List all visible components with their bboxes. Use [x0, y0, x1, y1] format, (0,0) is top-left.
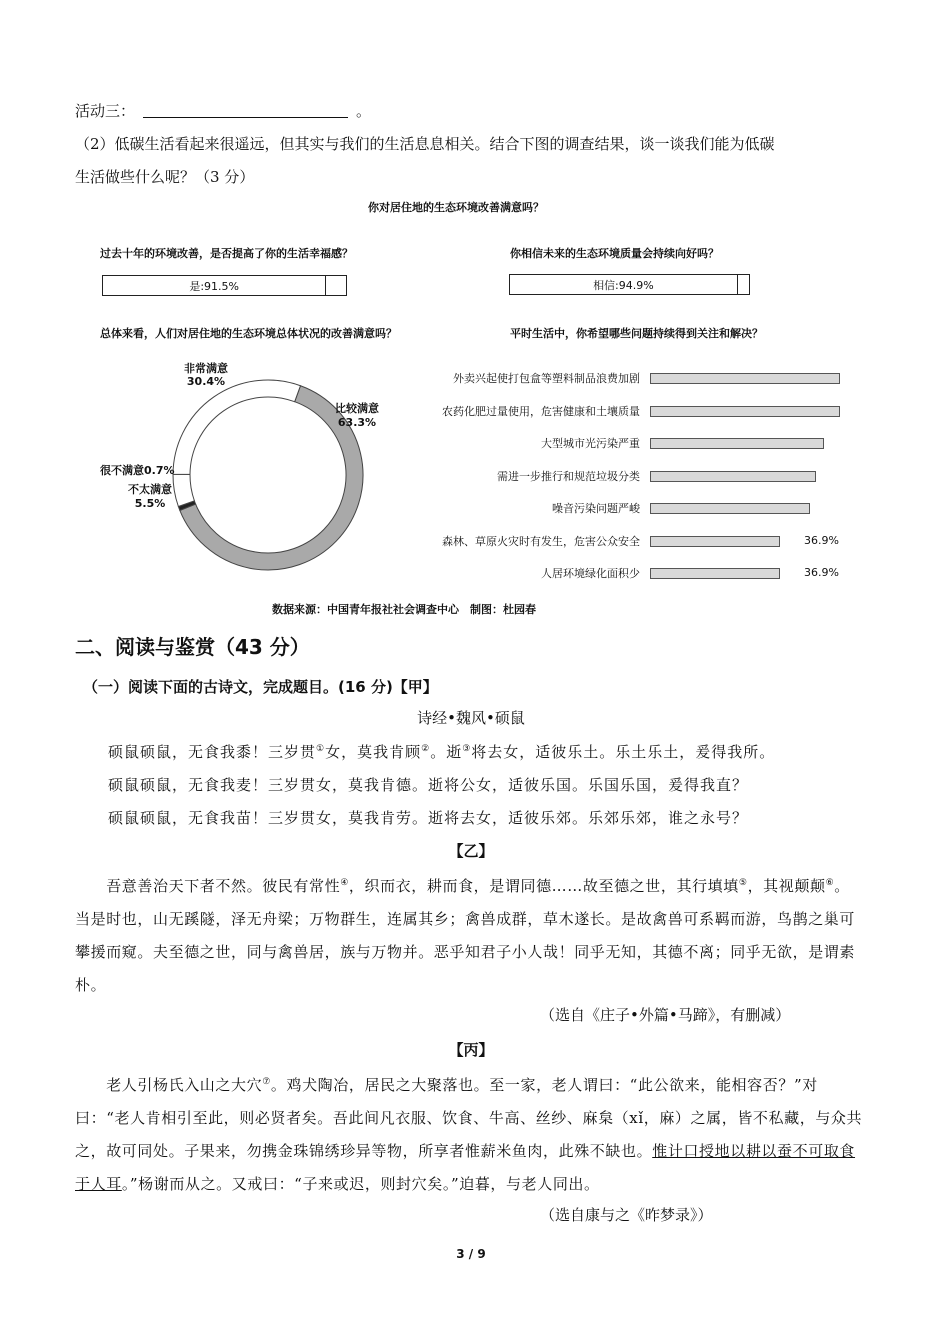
activity3-line [75, 100, 865, 122]
issue-label: 大型城市光污染严重 [541, 437, 640, 450]
q2-question: 你相信未来的生态环境质量会持续向好吗？ [510, 247, 719, 260]
slice-label-very-dissatisfied: 很不满意0.7% [100, 464, 175, 477]
donut-slice-1 [173, 380, 300, 474]
q2-bar-fill: 相信:94.9% [510, 275, 738, 294]
figure-source: 数据来源：中国青年报社社会调查中心 制图：杜园春 [272, 603, 536, 616]
jia-line1: 硕鼠硕鼠，无食我黍！三岁贯①女，莫我肯顾②。逝③将去女，适彼乐土。乐土乐土，爰得我所。 [108, 743, 776, 761]
slice-label-fairly-satisfied: 比较满意 63.3% [335, 402, 379, 429]
q2-bar [509, 274, 750, 295]
issue-label: 农药化肥过量使用，危害健康和土壤质量 [442, 404, 640, 418]
jia-title: 诗经•魏风•硕鼠 [417, 709, 525, 727]
question2-line1: （2）低碳生活看起来很遥远，但其实与我们的生活息息相关。结合下图的调查结果，谈一谈我们能为低碳 [75, 135, 775, 153]
issue-label: 森林、草原火灾时有发生，危害公众安全 [442, 534, 640, 548]
yi-source: （选自《庄子•外篇•马蹄》，有删减） [540, 1006, 791, 1024]
slice-label-very-satisfied: 非常满意 30.4% [184, 362, 228, 388]
q1-question: 过去十年的环境改善，是否提高了你的生活幸福感？ [100, 247, 353, 260]
section2-title: 二、阅读与鉴赏（43 分） [75, 635, 310, 659]
donut-slice-2 [173, 474, 194, 506]
bing-source: （选自康与之《昨梦录》） [540, 1206, 713, 1224]
section2-sub1: （一）阅读下面的古诗文，完成题目。(16 分)【甲】 [83, 678, 438, 696]
issue-label: 外卖兴起使打包盒等塑料制品浪费加剧 [453, 372, 640, 385]
bing-passage: 老人引杨氏入山之大穴⑦。鸡犬陶冶，居民之大聚落也。至一家，老人谓曰：“此公欲来，能相容否？”对曰：“老人肯相引至此，则必贤者矣。吾此间凡衣服、饮食、牛高、丝纱、麻枲（xǐ，麻）之属，皆不私藏，与众共之，故可同处。子果来，勿携金珠锦绣珍异等物，所享者惟薪米鱼肉，此殊不缺也。惟计口授地以耕以蚕不可取食于人耳。”杨谢而从之。又戒曰：“子来或迟，则封穴矣。”迫暮，与老人同出。 [75, 1076, 863, 1193]
issue-bar [650, 373, 840, 384]
question2-line2: 生活做些什么呢？（3 分） [75, 168, 255, 186]
bing-underlined-sentence: 惟计口授地以耕以蚕不可取食于人耳 [75, 1142, 856, 1193]
activity3-end: 。 [356, 102, 372, 120]
page-number: 3 / 9 [456, 1247, 486, 1261]
q1-bar [102, 275, 347, 296]
activity3-label: 活动三： [75, 102, 136, 120]
jia-line3: 硕鼠硕鼠，无食我苗！三岁贯女，莫我肯劳。逝将去女，适彼乐郊。乐郊乐郊，谁之永号？ [108, 809, 749, 827]
q3-question: 总体来看，人们对居住地的生态环境总体状况的改善满意吗？ [100, 327, 397, 340]
issue-value: 36.9% [804, 533, 839, 547]
issue-bar [650, 438, 824, 449]
yi-heading: 【乙】 [448, 842, 494, 860]
issue-value: 36.9% [804, 566, 839, 579]
issue-label: 人居环境绿化面积少 [541, 567, 640, 580]
jia-line2: 硕鼠硕鼠，无食我麦！三岁贯女，莫我肯德。逝将公女，适彼乐国。乐国乐国，爰得我直？ [108, 776, 749, 794]
issue-bar [650, 503, 810, 514]
issue-bar [650, 536, 780, 547]
issue-label: 需进一步推行和规范垃圾分类 [497, 469, 640, 483]
q1-bar-fill: 是:91.5% [103, 276, 326, 295]
activity3-answer-blank[interactable] [143, 103, 348, 118]
figure-title: 你对居住地的生态环境改善满意吗？ [368, 201, 544, 214]
bing-heading: 【丙】 [448, 1041, 494, 1059]
issue-label: 噪音污染问题严峻 [552, 502, 640, 515]
q4-question: 平时生活中，你希望哪些问题持续得到关注和解决？ [510, 327, 763, 340]
issue-bar [650, 568, 780, 579]
slice-label-not-satisfied: 不太满意 5.5% [128, 483, 172, 510]
yi-passage: 吾意善治天下者不然。彼民有常性④，织而衣，耕而食，是谓同德……故至德之世，其行填填⑤，其视颠颠⑥。当是时也，山无蹊隧，泽无舟梁；万物群生，连属其乡；禽兽成群，草木遂长。是故禽兽可系羁而游，鸟鹊之巢可攀援而窥。夫至德之世，同与禽兽居，族与万物并。恶乎知君子小人哉！同乎无知，其德不离；同乎无欲，是谓素朴。 [75, 877, 856, 994]
issue-bar [650, 471, 816, 482]
issue-bar [650, 406, 840, 417]
